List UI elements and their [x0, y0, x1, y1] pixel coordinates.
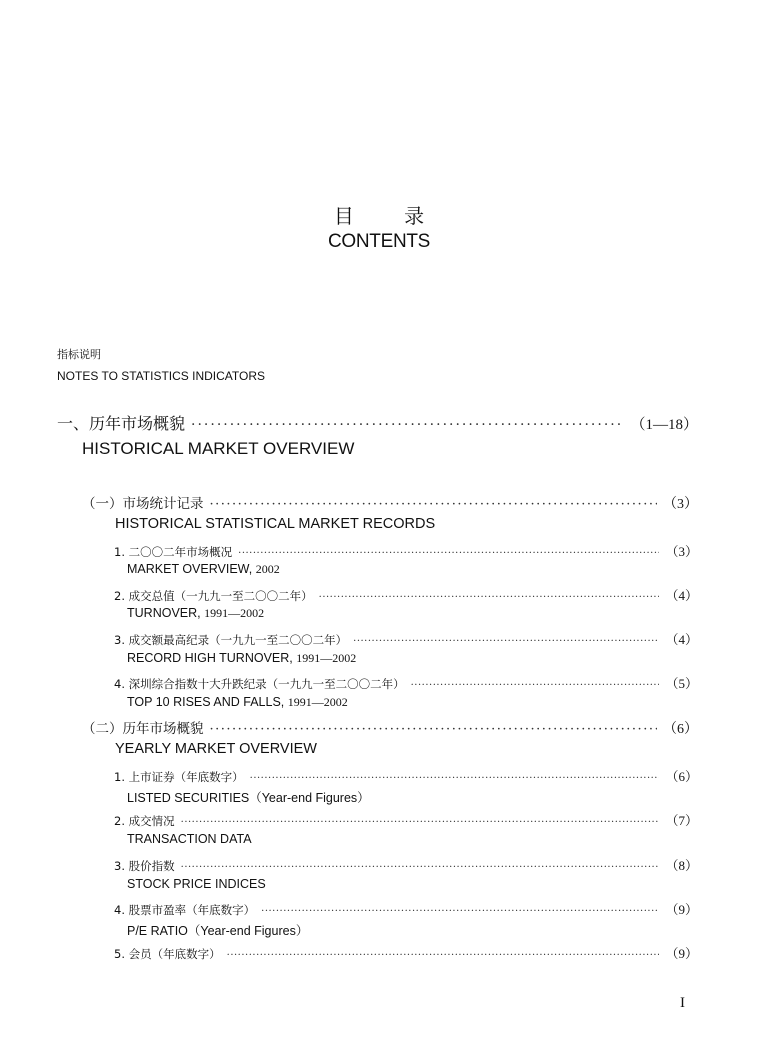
toc-item-page: （9） — [665, 946, 698, 961]
toc-item-label: 1. 上市证券（年底数字） — [114, 770, 244, 784]
toc-item-english — [127, 695, 348, 710]
toc-subsection-2-english: YEARLY MARKET OVERVIEW — [115, 741, 317, 757]
dot-leader — [411, 680, 660, 691]
dot-leader — [181, 817, 660, 828]
title-chinese: 目 录 — [333, 204, 447, 228]
toc-item-english-year: 2002 — [255, 562, 280, 576]
notes-heading-chinese[interactable]: 指标说明 — [57, 348, 101, 361]
toc-item[interactable] — [114, 899, 698, 918]
toc-item-english-label: MARKET OVERVIEW, — [127, 562, 253, 576]
notes-heading-english[interactable]: NOTES TO STATISTICS INDICATORS — [57, 369, 266, 383]
dot-leader — [210, 722, 658, 737]
toc-item-english: LISTED SECURITIES（Year-end Figures） — [127, 791, 370, 805]
toc-item[interactable] — [114, 943, 698, 962]
toc-item-english-label: TOP 10 RISES AND FALLS, — [127, 695, 285, 709]
toc-item-page: （4） — [665, 632, 698, 647]
dot-leader — [191, 417, 624, 433]
dot-leader — [181, 862, 660, 873]
toc-subsection-1-page: （3） — [663, 497, 698, 512]
toc-subsection-1-english: HISTORICAL STATISTICAL MARKET RECORDS — [115, 516, 436, 532]
dot-leader — [250, 773, 660, 784]
toc-item-page: （5） — [665, 676, 698, 691]
toc-item-page: （6） — [665, 769, 698, 784]
toc-section-1-page: （1—18） — [630, 417, 698, 433]
dot-leader — [353, 636, 659, 647]
toc-subsection-1[interactable] — [82, 492, 698, 513]
toc-item-english — [127, 562, 280, 577]
toc-item-label: 4. 深圳综合指数十大升跌纪录（一九九一至二〇〇二年） — [114, 677, 405, 691]
page-folio: I — [680, 995, 685, 1011]
toc-item-english-label: TURNOVER, — [127, 606, 201, 620]
dot-leader — [261, 906, 659, 917]
toc-item-english-label: RECORD HIGH TURNOVER, — [127, 651, 293, 665]
toc-item-label: 1. 二〇〇二年市场概况 — [114, 545, 233, 559]
toc-item-label: 3. 成交额最高纪录（一九九一至二〇〇二年） — [114, 633, 348, 647]
dot-leader — [238, 548, 659, 559]
toc-subsection-2[interactable] — [82, 717, 698, 738]
toc-item-english-year: 1991—2002 — [204, 606, 265, 620]
toc-section-1[interactable] — [57, 411, 698, 434]
toc-item-label: 2. 成交总值（一九九一至二〇〇二年） — [114, 589, 313, 603]
toc-item[interactable] — [114, 541, 698, 560]
toc-subsection-2-page: （6） — [663, 722, 698, 737]
toc-section-1-label: 一、历年市场概貌 — [57, 414, 186, 433]
toc-item-page: （9） — [665, 902, 698, 917]
toc-item-label: 4. 股票市盈率（年底数字） — [114, 903, 256, 917]
toc-item-english-year: 1991—2002 — [287, 695, 348, 709]
toc-item[interactable] — [114, 585, 698, 604]
dot-leader — [319, 592, 660, 603]
toc-item[interactable] — [114, 673, 698, 692]
toc-item-page: （8） — [665, 858, 698, 873]
toc-item[interactable] — [114, 629, 698, 648]
toc-item-label: 2. 成交情况 — [114, 814, 175, 828]
toc-item-label: 5. 会员（年底数字） — [114, 947, 221, 961]
toc-item-english — [127, 651, 356, 666]
toc-item-english: P/E RATIO（Year-end Figures） — [127, 924, 309, 938]
toc-item-english-year: 1991—2002 — [296, 651, 357, 665]
toc-item-page: （3） — [665, 544, 698, 559]
title-english: CONTENTS — [327, 231, 431, 252]
toc-item[interactable] — [114, 855, 698, 874]
toc-item-english: TRANSACTION DATA — [127, 832, 252, 846]
toc-subsection-2-label: （二）历年市场概貌 — [82, 721, 204, 737]
toc-item-page: （4） — [665, 588, 698, 603]
toc-item-english: STOCK PRICE INDICES — [127, 877, 266, 891]
dot-leader — [210, 497, 658, 512]
toc-item-page: （7） — [665, 813, 698, 828]
dot-leader — [227, 950, 660, 961]
toc-item-english — [127, 606, 264, 621]
toc-section-1-english: HISTORICAL MARKET OVERVIEW — [82, 439, 355, 458]
toc-item[interactable] — [114, 766, 698, 785]
toc-subsection-1-label: （一）市场统计记录 — [82, 496, 204, 512]
toc-item[interactable] — [114, 810, 698, 829]
toc-item-label: 3. 股价指数 — [114, 859, 175, 873]
